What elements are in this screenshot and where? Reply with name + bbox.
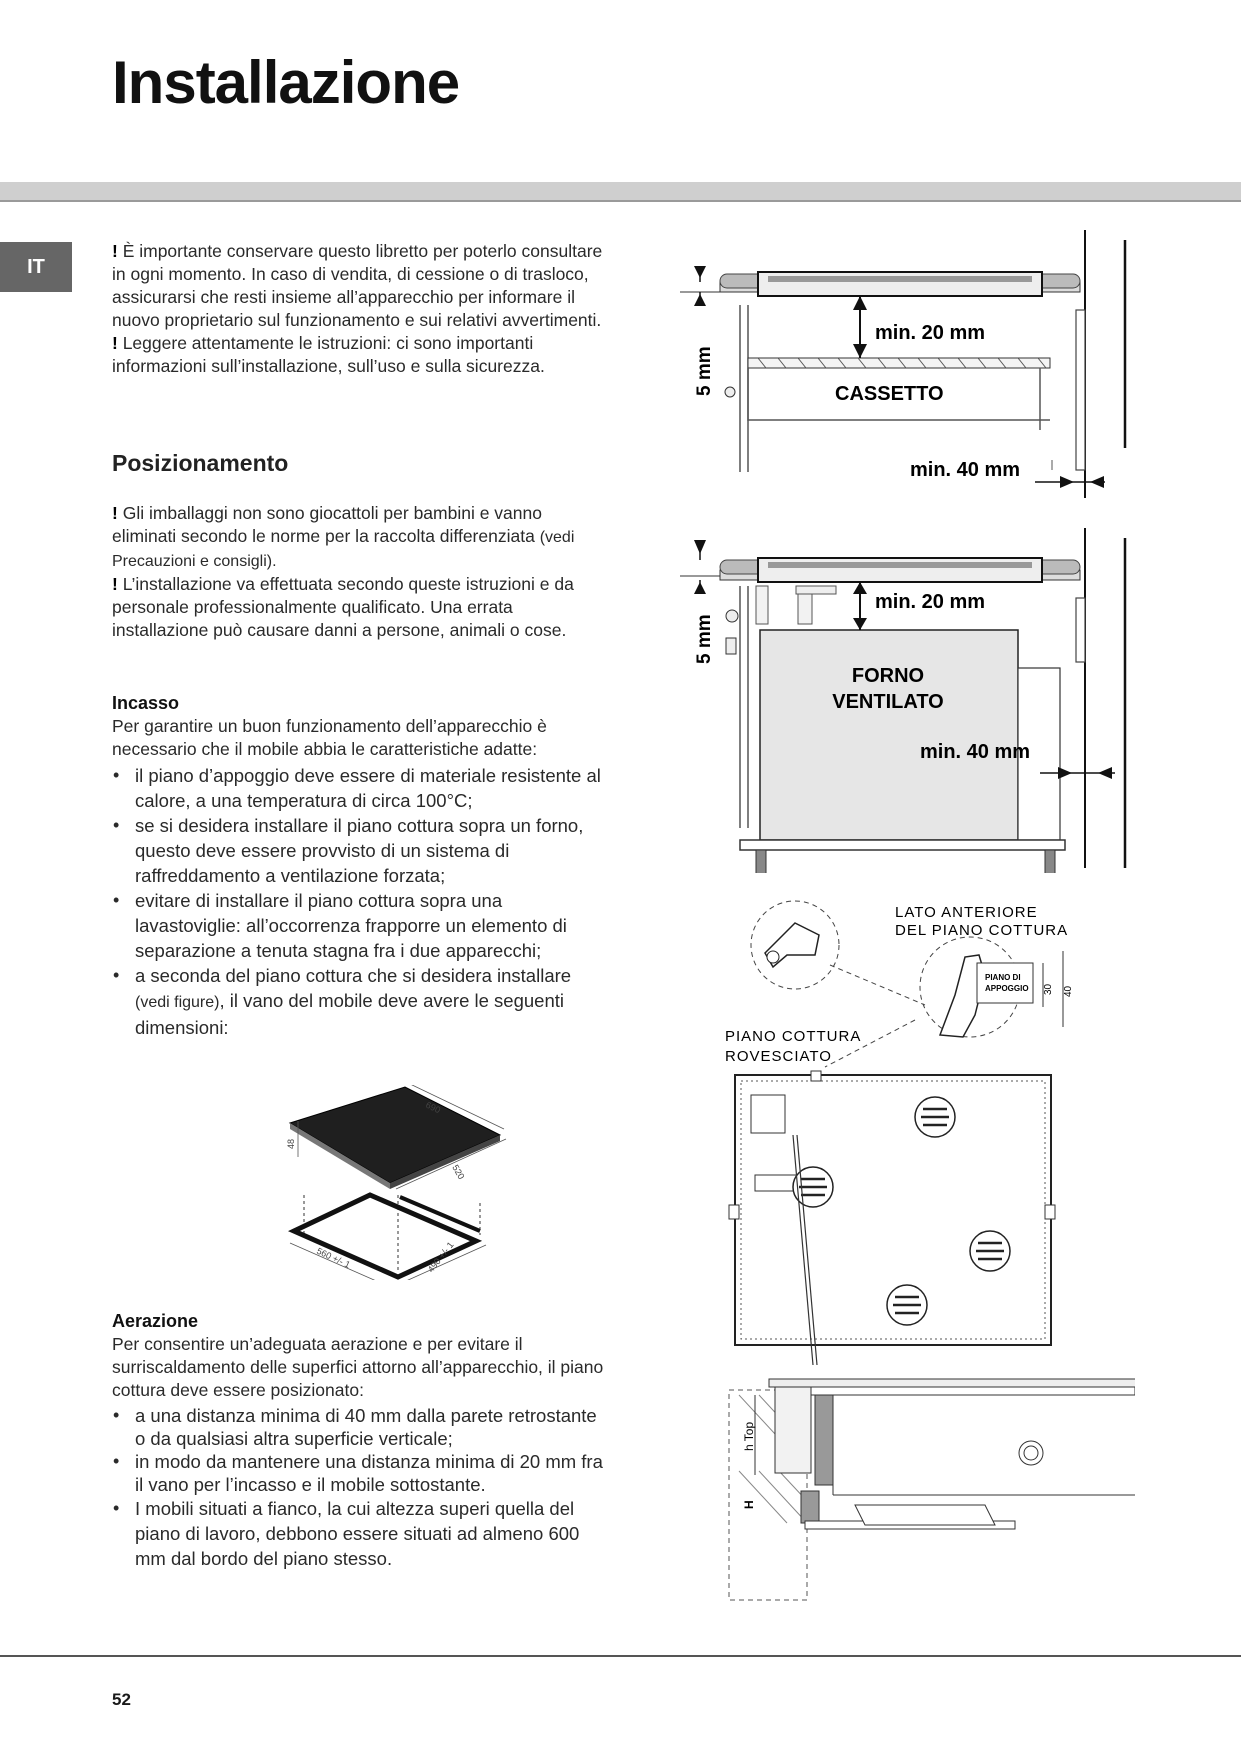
dimension-690: 690 bbox=[424, 1099, 443, 1116]
incasso-section bbox=[112, 692, 607, 1040]
dimension-490: 490 +/- 1 bbox=[425, 1239, 456, 1275]
subheading-incasso: Incasso bbox=[112, 693, 180, 713]
hob-body bbox=[758, 558, 1042, 582]
dimension-30: 30 bbox=[1043, 983, 1054, 995]
hob-top-surface bbox=[290, 1087, 500, 1183]
hob-dimensions-diagram bbox=[280, 1085, 520, 1280]
list-item: • a seconda del piano cottura che si desidera installare (vedi figure), il vano del mobile deve avere le seguenti dimensioni: bbox=[112, 963, 607, 1040]
dimension-520: 520 bbox=[450, 1163, 467, 1182]
cutout-outline bbox=[294, 1195, 476, 1277]
aerazione-intro: Per consentire un’adeguata aerazione e per evitare il surriscaldamento delle superfici attorno all’apparecchio, il piano cottura deve essere posizionato: bbox=[112, 1334, 604, 1400]
incasso-list bbox=[112, 763, 607, 1040]
front-side-line-1: LATO ANTERIORE bbox=[895, 904, 1038, 921]
cabinet-leg bbox=[756, 850, 766, 873]
list-item: • in modo da mantenere una distanza minima di 20 mm fra il vano per l’incasso e il mobile sottostante. bbox=[112, 1450, 607, 1496]
list-item: • il piano d’appoggio deve essere di materiale resistente al calore, a una temperatura di circa 100°C; bbox=[112, 763, 607, 813]
hob-body bbox=[758, 272, 1042, 296]
bracket-fixing-diagram bbox=[725, 895, 1135, 1615]
oven-label-line-1: FORNO bbox=[851, 665, 925, 687]
min-20-label: min. 20 mm bbox=[875, 591, 986, 613]
dimension-40: 40 bbox=[1063, 985, 1074, 997]
aerazione-list bbox=[112, 1404, 607, 1571]
packaging-warning: ! Gli imballaggi non sono giocattoli per bambini e vanno eliminati secondo le norme per la raccolta differenziata (vedi Precauzioni e consigli). bbox=[112, 503, 575, 570]
dimension-48: 48 bbox=[286, 1138, 296, 1149]
footer-divider bbox=[0, 1655, 1241, 1657]
subheading-aerazione: Aerazione bbox=[112, 1311, 199, 1331]
intro-paragraph-2: ! Leggere attentamente le istruzioni: ci sono importanti informazioni sull’installazione, sull’uso e sulla sicurezza. bbox=[112, 333, 545, 376]
posizionamento-section bbox=[112, 502, 607, 642]
oven-label-line-2: VENTILATO bbox=[832, 691, 944, 713]
gap-label: 5 mm bbox=[694, 346, 715, 396]
list-item: • se si desidera installare il piano cottura sopra un forno, questo deve essere provvisto di un sistema di raffreddamento a ventilazione forzata; bbox=[112, 813, 607, 888]
installation-warning: ! L’installazione va effettuata secondo queste istruzioni e da personale professionalmente qualificato. Una errata installazione può causare danni a persone, animali o cose. bbox=[112, 574, 574, 640]
header-band-line bbox=[0, 200, 1241, 202]
language-tab: IT bbox=[0, 242, 72, 292]
page-number: 52 bbox=[112, 1690, 131, 1709]
list-item: • I mobili situati a fianco, la cui altezza superi quella del piano di lavoro, debbono essere situati ad almeno 600 mm dal bordo del piano stesso. bbox=[112, 1496, 607, 1571]
dimension-560: 560 +/- 1 bbox=[315, 1245, 352, 1270]
h-label: H bbox=[742, 1500, 756, 1509]
gap-label: 5 mm bbox=[694, 614, 715, 664]
drawer-clearance-diagram bbox=[680, 230, 1140, 500]
header-band bbox=[0, 182, 1241, 200]
min-40-label: min. 40 mm bbox=[910, 459, 1021, 481]
front-side-line-2: DEL PIANO COTTURA bbox=[895, 922, 1069, 939]
flipped-hob-line-1: PIANO COTTURA bbox=[725, 1028, 862, 1045]
aerazione-section bbox=[112, 1310, 607, 1571]
oven-box bbox=[760, 630, 1018, 840]
min-40-label: min. 40 mm bbox=[920, 741, 1031, 763]
support-label-line-2: APPOGGIO bbox=[985, 984, 1029, 993]
list-item: • a una distanza minima di 40 mm dalla parete retrostante o da qualsiasi altra superficie verticale; bbox=[112, 1404, 607, 1450]
oven-clearance-diagram bbox=[680, 528, 1140, 873]
section-heading-posizionamento: Posizionamento bbox=[112, 450, 289, 476]
min-20-label: min. 20 mm bbox=[875, 322, 986, 344]
htop-label: h Top bbox=[742, 1421, 756, 1451]
list-item: • evitare di installare il piano cottura sopra una lavastoviglie: all’occorrenza frapporre un elemento di separazione a tenuta stagna fra i due apparecchi; bbox=[112, 888, 607, 963]
intro-paragraph-1: ! È importante conservare questo libretto per poterlo consultare in ogni momento. In caso di vendita, di cessione o di trasloco, assicurarsi che resti insieme all’apparecchio per informare il nuovo proprietario sul funzionamento e sui relativi avvertimenti. bbox=[112, 241, 603, 330]
cabinet-leg bbox=[1045, 850, 1055, 873]
support-box bbox=[977, 963, 1033, 1003]
incasso-intro: Per garantire un buon funzionamento dell’apparecchio è necessario che il mobile abbia le caratteristiche adatte: bbox=[112, 716, 547, 759]
support-label-line-1: PIANO DI bbox=[985, 973, 1021, 982]
flipped-hob-line-2: ROVESCIATO bbox=[725, 1048, 832, 1065]
intro-section bbox=[112, 240, 607, 378]
drawer-label: CASSETTO bbox=[835, 383, 944, 405]
page-title: Installazione bbox=[112, 49, 460, 116]
